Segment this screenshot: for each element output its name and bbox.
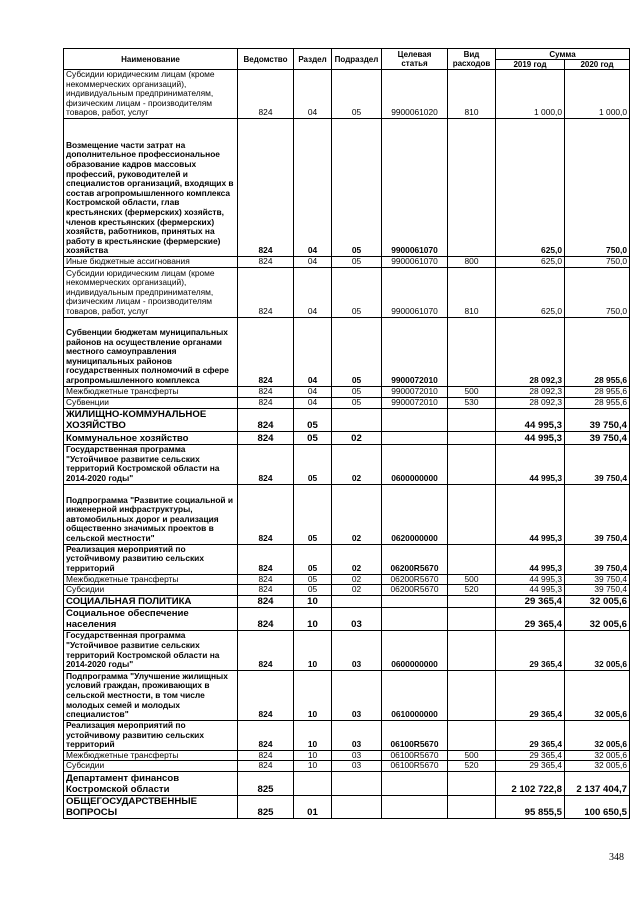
cell-razdel: 05	[294, 408, 332, 431]
cell-expense-type	[448, 607, 496, 630]
cell-target-article: 9900072010	[382, 397, 448, 408]
cell-target-article: 9900061020	[382, 70, 448, 119]
cell-ved: 824	[238, 257, 294, 268]
cell-name: ЖИЛИЩНО-КОММУНАЛЬНОЕ ХОЗЯЙСТВО	[64, 408, 238, 431]
cell-razdel: 04	[294, 317, 332, 386]
cell-sum-2020: 39 750,4	[565, 574, 630, 585]
cell-sum-2019: 29 365,4	[496, 607, 565, 630]
cell-podrazdel: 02	[332, 484, 382, 544]
cell-sum-2019: 29 365,4	[496, 750, 565, 761]
col-header-razdel: Раздел	[294, 49, 332, 70]
cell-razdel	[294, 771, 332, 795]
cell-name: Межбюджетные трансферты	[64, 386, 238, 397]
cell-ved: 824	[238, 431, 294, 444]
cell-ved: 824	[238, 761, 294, 772]
cell-expense-type: 500	[448, 750, 496, 761]
col-header-expense-type: Вид расходов	[448, 49, 496, 70]
table-row	[64, 630, 630, 670]
cell-sum-2020: 28 955,6	[565, 386, 630, 397]
cell-sum-2019: 28 092,3	[496, 397, 565, 408]
table-row	[64, 317, 630, 386]
cell-expense-type: 500	[448, 386, 496, 397]
cell-razdel: 01	[294, 795, 332, 818]
cell-ved: 824	[238, 670, 294, 720]
cell-podrazdel	[332, 595, 382, 607]
cell-podrazdel: 03	[332, 720, 382, 750]
cell-sum-2019: 29 365,4	[496, 670, 565, 720]
cell-razdel: 04	[294, 70, 332, 119]
cell-ved: 825	[238, 795, 294, 818]
cell-podrazdel: 02	[332, 585, 382, 596]
cell-target-article: 0620000000	[382, 484, 448, 544]
cell-sum-2020: 32 005,6	[565, 761, 630, 772]
cell-ved: 824	[238, 267, 294, 317]
cell-name: Государственная программа "Устойчивое развитие сельских территорий Костромской области на 2014-2020 годы"	[64, 630, 238, 670]
cell-razdel: 05	[294, 574, 332, 585]
cell-expense-type	[448, 484, 496, 544]
col-header-name: Наименование	[64, 49, 238, 70]
cell-razdel: 10	[294, 670, 332, 720]
cell-razdel: 04	[294, 386, 332, 397]
col-header-sum: Сумма	[496, 49, 630, 60]
cell-name: Субвенции	[64, 397, 238, 408]
cell-sum-2020: 2 137 404,7	[565, 771, 630, 795]
cell-target-article: 06100R5670	[382, 761, 448, 772]
cell-name: Государственная программа "Устойчивое развитие сельских территорий Костромской области на 2014-2020 годы"	[64, 444, 238, 484]
cell-expense-type	[448, 630, 496, 670]
cell-sum-2019: 29 365,4	[496, 761, 565, 772]
table-row	[64, 267, 630, 317]
cell-razdel: 10	[294, 607, 332, 630]
cell-podrazdel: 05	[332, 119, 382, 257]
cell-expense-type	[448, 119, 496, 257]
col-header-2020: 2020 год	[565, 60, 630, 70]
table-row	[64, 119, 630, 257]
cell-ved: 824	[238, 386, 294, 397]
cell-podrazdel: 05	[332, 386, 382, 397]
cell-razdel: 04	[294, 397, 332, 408]
cell-ved: 824	[238, 397, 294, 408]
cell-podrazdel: 05	[332, 267, 382, 317]
cell-podrazdel: 02	[332, 431, 382, 444]
cell-razdel: 04	[294, 119, 332, 257]
cell-sum-2019: 44 995,3	[496, 574, 565, 585]
cell-target-article: 9900061070	[382, 257, 448, 268]
table-body	[64, 70, 630, 819]
table-row	[64, 397, 630, 408]
cell-target-article	[382, 795, 448, 818]
cell-expense-type	[448, 444, 496, 484]
cell-razdel: 05	[294, 585, 332, 596]
cell-ved: 824	[238, 70, 294, 119]
table-row	[64, 70, 630, 119]
cell-podrazdel	[332, 771, 382, 795]
table-row	[64, 408, 630, 431]
table-row	[64, 795, 630, 818]
cell-expense-type	[448, 670, 496, 720]
cell-name: Субсидии юридическим лицам (кроме некоммерческих организаций), индивидуальным предпринимателям, физическим лицам - производителям товаров, работ, услуг	[64, 70, 238, 119]
table-row	[64, 670, 630, 720]
cell-expense-type: 810	[448, 70, 496, 119]
table-row	[64, 444, 630, 484]
col-header-podrazdel: Подраздел	[332, 49, 382, 70]
cell-sum-2020: 32 005,6	[565, 595, 630, 607]
table-row	[64, 386, 630, 397]
cell-sum-2019: 44 995,3	[496, 484, 565, 544]
cell-razdel: 04	[294, 267, 332, 317]
cell-sum-2019: 28 092,3	[496, 386, 565, 397]
cell-sum-2019: 44 995,3	[496, 585, 565, 596]
cell-sum-2020: 100 650,5	[565, 795, 630, 818]
cell-sum-2019: 95 855,5	[496, 795, 565, 818]
cell-sum-2019: 2 102 722,8	[496, 771, 565, 795]
cell-name: Реализация мероприятий по устойчивому развитию сельских территорий	[64, 544, 238, 574]
cell-sum-2019: 29 365,4	[496, 595, 565, 607]
cell-name: Социальное обеспечение населения	[64, 607, 238, 630]
cell-expense-type	[448, 408, 496, 431]
cell-ved: 824	[238, 544, 294, 574]
cell-sum-2019: 28 092,3	[496, 317, 565, 386]
cell-expense-type	[448, 720, 496, 750]
cell-expense-type: 810	[448, 267, 496, 317]
cell-target-article	[382, 595, 448, 607]
cell-expense-type	[448, 795, 496, 818]
cell-sum-2020: 32 005,6	[565, 720, 630, 750]
table-row	[64, 750, 630, 761]
cell-sum-2020: 32 005,6	[565, 670, 630, 720]
cell-sum-2019: 44 995,3	[496, 544, 565, 574]
cell-razdel: 05	[294, 444, 332, 484]
cell-sum-2019: 29 365,4	[496, 630, 565, 670]
cell-podrazdel: 05	[332, 397, 382, 408]
cell-ved: 824	[238, 408, 294, 431]
cell-target-article: 06100R5670	[382, 750, 448, 761]
cell-sum-2019: 44 995,3	[496, 431, 565, 444]
table-row	[64, 585, 630, 596]
cell-name: Департамент финансов Костромской области	[64, 771, 238, 795]
cell-podrazdel: 03	[332, 607, 382, 630]
cell-ved: 824	[238, 574, 294, 585]
cell-name: ОБЩЕГОСУДАРСТВЕННЫЕ ВОПРОСЫ	[64, 795, 238, 818]
cell-target-article: 06100R5670	[382, 720, 448, 750]
cell-ved: 824	[238, 585, 294, 596]
table-row	[64, 720, 630, 750]
cell-name: Межбюджетные трансферты	[64, 750, 238, 761]
col-header-target-article: Целевая статья	[382, 49, 448, 70]
cell-sum-2020: 750,0	[565, 119, 630, 257]
cell-sum-2019: 44 995,3	[496, 444, 565, 484]
cell-sum-2020: 1 000,0	[565, 70, 630, 119]
table-row	[64, 607, 630, 630]
cell-podrazdel: 02	[332, 444, 382, 484]
table-row	[64, 257, 630, 268]
cell-target-article	[382, 771, 448, 795]
cell-razdel: 10	[294, 750, 332, 761]
cell-sum-2020: 32 005,6	[565, 630, 630, 670]
table-row	[64, 484, 630, 544]
cell-razdel: 10	[294, 761, 332, 772]
cell-podrazdel: 05	[332, 257, 382, 268]
cell-expense-type: 500	[448, 574, 496, 585]
cell-ved: 825	[238, 771, 294, 795]
col-header-ved: Ведомство	[238, 49, 294, 70]
cell-podrazdel	[332, 795, 382, 818]
cell-expense-type: 520	[448, 761, 496, 772]
cell-name: Возмещение части затрат на дополнительное профессиональное образование кадров массовых профессий, руководителей и специалистов организаций, входящих в состав агропромышленного комплекса Костромской области, глав крестьянских (фермерских) хозяйств, членов крестьянских (фермерских) хозяйств, работников, принятых на работу в крестьянские (фермерские) хозяйства	[64, 119, 238, 257]
cell-name: Субсидии юридическим лицам (кроме некоммерческих организаций), индивидуальным предпринимателям, физическим лицам - производителям товаров, работ, услуг	[64, 267, 238, 317]
cell-target-article: 9900072010	[382, 317, 448, 386]
cell-podrazdel	[332, 408, 382, 431]
cell-target-article: 9900072010	[382, 386, 448, 397]
cell-podrazdel: 02	[332, 544, 382, 574]
cell-target-article: 9900061070	[382, 119, 448, 257]
cell-sum-2019: 1 000,0	[496, 70, 565, 119]
col-header-2019: 2019 год	[496, 60, 565, 70]
cell-sum-2020: 39 750,4	[565, 408, 630, 431]
cell-podrazdel: 03	[332, 630, 382, 670]
cell-razdel: 10	[294, 630, 332, 670]
page-number: 348	[609, 852, 624, 863]
cell-sum-2020: 39 750,4	[565, 431, 630, 444]
cell-target-article: 06200R5670	[382, 585, 448, 596]
cell-razdel: 05	[294, 431, 332, 444]
cell-sum-2020: 32 005,6	[565, 607, 630, 630]
cell-ved: 824	[238, 750, 294, 761]
cell-name: Коммунальное хозяйство	[64, 431, 238, 444]
cell-expense-type	[448, 431, 496, 444]
cell-name: Субсидии	[64, 761, 238, 772]
cell-razdel: 10	[294, 595, 332, 607]
cell-sum-2020: 39 750,4	[565, 444, 630, 484]
cell-sum-2020: 39 750,4	[565, 544, 630, 574]
cell-name: Субсидии	[64, 585, 238, 596]
cell-podrazdel: 05	[332, 70, 382, 119]
table-row	[64, 595, 630, 607]
cell-sum-2019: 625,0	[496, 119, 565, 257]
cell-target-article	[382, 408, 448, 431]
cell-target-article: 06200R5670	[382, 544, 448, 574]
cell-name: Субвенции бюджетам муниципальных районов на осуществление органами местного самоуправления муниципальных районов государственных полномочий в сфере агропромышленного комплекса	[64, 317, 238, 386]
cell-name: Межбюджетные трансферты	[64, 574, 238, 585]
table-row	[64, 544, 630, 574]
cell-expense-type	[448, 317, 496, 386]
cell-expense-type	[448, 771, 496, 795]
cell-ved: 824	[238, 444, 294, 484]
table-row	[64, 771, 630, 795]
cell-razdel: 04	[294, 257, 332, 268]
cell-podrazdel: 02	[332, 574, 382, 585]
cell-razdel: 05	[294, 544, 332, 574]
table-row	[64, 431, 630, 444]
cell-expense-type	[448, 595, 496, 607]
cell-ved: 824	[238, 595, 294, 607]
cell-podrazdel: 03	[332, 761, 382, 772]
cell-expense-type	[448, 544, 496, 574]
cell-ved: 824	[238, 484, 294, 544]
cell-ved: 824	[238, 720, 294, 750]
cell-sum-2020: 39 750,4	[565, 585, 630, 596]
cell-ved: 824	[238, 607, 294, 630]
budget-table	[63, 48, 630, 819]
cell-target-article: 0600000000	[382, 630, 448, 670]
cell-name: Иные бюджетные ассигнования	[64, 257, 238, 268]
cell-ved: 824	[238, 317, 294, 386]
cell-sum-2020: 39 750,4	[565, 484, 630, 544]
cell-name: Подпрограмма "Развитие социальной и инженерной инфраструктуры, автомобильных дорог и реализация общественно значимых проектов в сельской местности"	[64, 484, 238, 544]
cell-podrazdel: 03	[332, 670, 382, 720]
cell-sum-2020: 750,0	[565, 257, 630, 268]
cell-target-article	[382, 431, 448, 444]
cell-expense-type: 520	[448, 585, 496, 596]
cell-sum-2019: 625,0	[496, 267, 565, 317]
cell-name: СОЦИАЛЬНАЯ ПОЛИТИКА	[64, 595, 238, 607]
table-row	[64, 761, 630, 772]
cell-target-article: 06200R5670	[382, 574, 448, 585]
cell-target-article: 9900061070	[382, 267, 448, 317]
cell-podrazdel: 03	[332, 750, 382, 761]
cell-sum-2020: 28 955,6	[565, 317, 630, 386]
cell-podrazdel: 05	[332, 317, 382, 386]
cell-sum-2019: 44 995,3	[496, 408, 565, 431]
cell-ved: 824	[238, 630, 294, 670]
cell-name: Подпрограмма "Улучшение жилищных условий граждан, проживающих в сельской местности, в том числе молодых семей и молодых специалистов"	[64, 670, 238, 720]
cell-sum-2019: 625,0	[496, 257, 565, 268]
cell-sum-2020: 32 005,6	[565, 750, 630, 761]
table-row	[64, 574, 630, 585]
cell-sum-2019: 29 365,4	[496, 720, 565, 750]
cell-name: Реализация мероприятий по устойчивому развитию сельских территорий	[64, 720, 238, 750]
cell-sum-2020: 750,0	[565, 267, 630, 317]
cell-razdel: 05	[294, 484, 332, 544]
cell-target-article	[382, 607, 448, 630]
cell-sum-2020: 28 955,6	[565, 397, 630, 408]
cell-expense-type: 530	[448, 397, 496, 408]
cell-target-article: 0600000000	[382, 444, 448, 484]
cell-target-article: 0610000000	[382, 670, 448, 720]
cell-ved: 824	[238, 119, 294, 257]
cell-razdel: 10	[294, 720, 332, 750]
cell-expense-type: 800	[448, 257, 496, 268]
